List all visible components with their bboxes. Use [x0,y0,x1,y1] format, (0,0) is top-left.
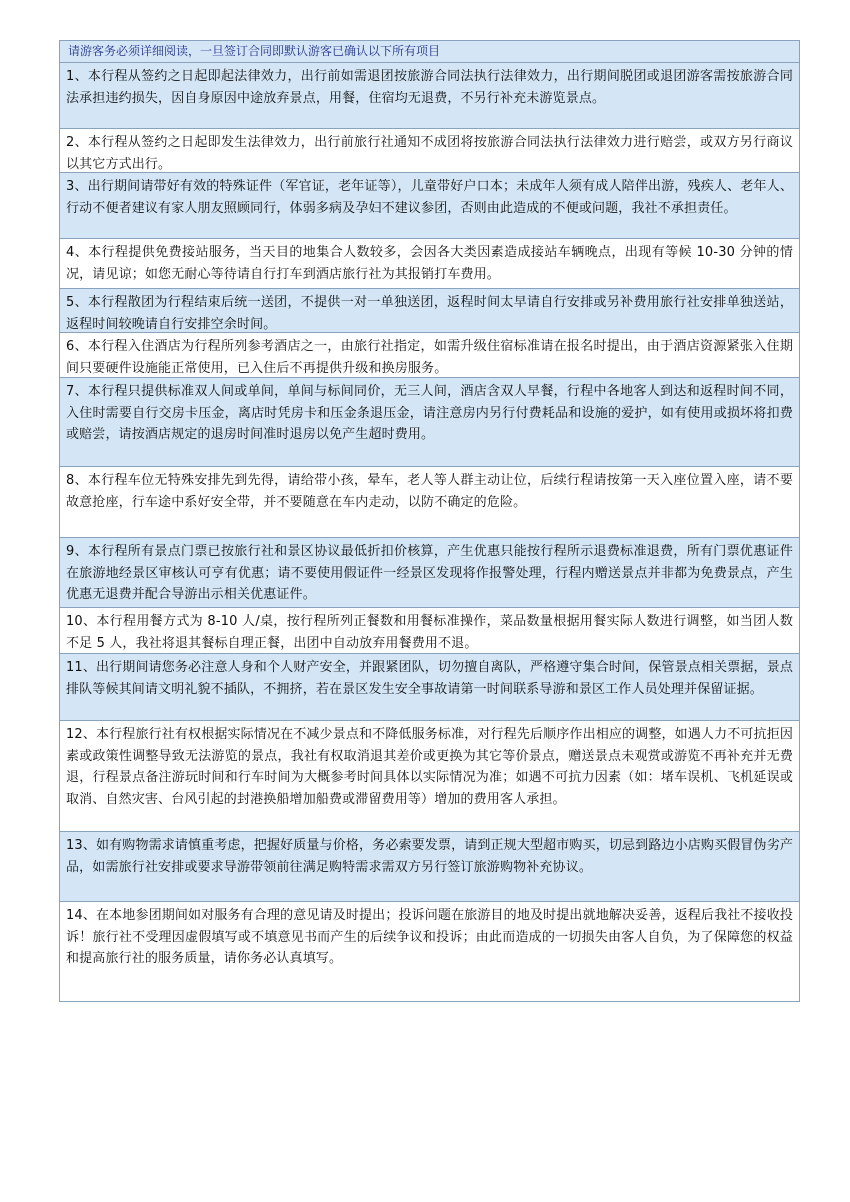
clause-11: 11、出行期间请您务必注意人身和个人财产安全，并跟紧团队，切勿擅自离队，严格遵守集合时间，保管景点相关票据，景点排队等候其间请文明礼貌不插队，不拥挤，若在景区发生安全事故请第一时间联系导游和景区工作人员处理并保留证据。 [60,654,799,721]
clause-2: 2、本行程从签约之日起即发生法律效力，出行前旅行社通知不成团将按旅游合同法执行法律效力进行赔尝，或双方另行商议以其它方式出行。 [60,129,799,173]
clause-5: 5、本行程散团为行程结束后统一送团，不提供一对一单独送团，返程时间太早请自行安排或另补费用旅行社安排单独送站，返程时间较晚请自行安排空余时间。 [60,289,799,333]
clause-6: 6、本行程入住酒店为行程所列参考酒店之一，由旅行社指定，如需升级住宿标准请在报名时提出，由于酒店资源紧张入住期间只要硬件设施能正常使用，已入住后不再提供升级和换房服务。 [60,333,799,378]
clause-8: 8、本行程车位无特殊安排先到先得，请给带小孩，晕车，老人等人群主动让位，后续行程请按第一天入座位置入座，请不要故意抢座，行车途中系好安全带，并不要随意在车内走动，以防不确定的危险。 [60,467,799,538]
clause-9: 9、本行程所有景点门票已按旅行社和景区协议最低折扣价核算，产生优惠只能按行程所示退费标准退费，所有门票优惠证件在旅游地经景区审核认可亨有优惠；请不要使用假证件一经景区发现将作报警处理，行程内赠送景点并非都为免费景点，产生优惠无退费并配合导游出示相关优惠证件。 [60,538,799,608]
clause-4: 4、本行程提供免费接站服务，当天目的地集合人数较多，会因各大类因素造成接站车辆晚点，出现有等候 10-30 分钟的情况，请见谅；如您无耐心等待请自行打车到酒店旅行社为其报销打车费用。 [60,239,799,289]
clause-7: 7、本行程只提供标准双人间或单间，单间与标间同价，无三人间，酒店含双人早餐，行程中各地客人到达和返程时间不同，入住时需要自行交房卡压金，离店时凭房卡和压金条退压金，请注意房内另行付费耗品和设施的爱护，如有使用或损坏将扣费或赔尝，请按酒店规定的退房时间准时退房以免产生超时费用。 [60,378,799,467]
clause-14: 14、在本地参团期间如对服务有合理的意见请及时提出；投诉问题在旅游目的地及时提出就地解决妥善，返程后我社不接收投诉！旅行社不受理因虚假填写或不填意见书而产生的后续争议和投诉；由此而造成的一切损失由客人自负，为了保障您的权益和提高旅行社的服务质量，请你务必认真填写。 [60,902,799,1002]
clause-1: 1、本行程从签约之日起即起法律效力，出行前如需退团按旅游合同法执行法律效力，出行期间脱团或退团游客需按旅游合同法承担违约损失，因自身原因中途放弃景点，用餐，住宿均无退费，不另行补充未游览景点。 [60,63,799,129]
clause-10: 10、本行程用餐方式为 8-10 人/桌，按行程所列正餐数和用餐标准操作，菜品数量根据用餐实际人数进行调整，如当团人数不足 5 人，我社将退其餐标自理正餐，出团中自动放弃用餐费用不退。 [60,608,799,654]
clause-13: 13、如有购物需求请慎重考虑，把握好质量与价格，务必索要发票，请到正规大型超市购买，切忌到路边小店购买假冒伪劣产品，如需旅行社安排或要求导游带领前往满足购特需求需双方另行签订旅游购物补充协议。 [60,832,799,902]
notice-header: 请游客务必须详细阅读，一旦签订合同即默认游客已确认以下所有项目 [60,41,799,63]
clause-3: 3、出行期间请带好有效的特殊证件（军官证，老年证等），儿童带好户口本；未成年人须有成人陪伴出游，残疾人、老年人、行动不便者建议有家人朋友照顾同行，体弱多病及孕妇不建议参团，否则由此造成的不便或问题，我社不承担责任。 [60,173,799,239]
clause-12: 12、本行程旅行社有权根据实际情况在不减少景点和不降低服务标准，对行程先后顺序作出相应的调整，如遇人力不可抗拒因素或政策性调整导致无法游览的景点，我社有权取消退其差价或更换为其它等价景点，赠送景点未观赏或游览不再补充并无费退，行程景点备注游玩时间和行车时间为大概参考时间具体以实际情况为准；如遇不可抗力因素（如：堵车误机、飞机延误或取消、自然灾害、台风引起的封港换船增加船费或滞留费用等）增加的费用客人承担。 [60,721,799,832]
notice-table [59,40,800,1002]
